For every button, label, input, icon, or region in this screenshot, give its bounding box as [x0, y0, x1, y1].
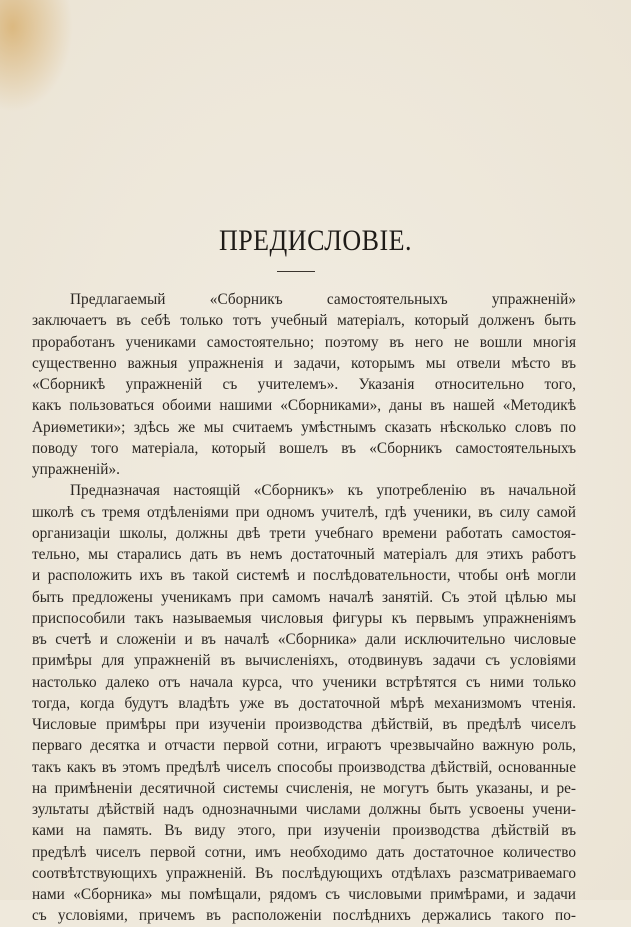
text-line: быть предложены ученикамъ при самомъ началѣ занятій. Съ этой цѣлью мы	[32, 588, 576, 606]
text-line: «Сборникѣ упражненій съ учителемъ». Указанія относительно того,	[32, 376, 576, 393]
text-line: нами «Сборника» мы помѣщали, рядомъ съ числовыми примѣрами, и задачи	[32, 886, 576, 903]
text-line: Ариѳметики»; здѣсь же мы считаемъ умѣстнымъ сказать нѣсколько словъ по	[32, 418, 576, 436]
text-line: проработанъ учениками самостоятельно; поэтому въ него не вошли многія	[32, 333, 576, 351]
text-line: на примѣненіи десятичной системы счисленія, не могутъ быть указаны, и ре-	[32, 779, 576, 797]
text-line: Предлагаемый «Сборникъ самостоятельныхъ упражненій»	[70, 291, 576, 308]
text-line: поводу того матеріала, который вошелъ въ «Сборникъ самостоятельныхъ	[32, 439, 576, 457]
text-line: приспособили такъ называемыя числовыя фигуры къ первымъ упражненіямъ	[32, 609, 576, 627]
text-line: Числовые примѣры при изученіи производства дѣйствій, въ предѣлѣ чиселъ	[32, 716, 576, 733]
text-line: перваго десятка и отчасти первой сотни, играютъ чрезвычайно важную роль,	[32, 737, 576, 755]
text-line: настолько далеко отъ начала курса, что ученики встрѣтятся съ ними только	[32, 673, 576, 691]
title-divider	[277, 271, 315, 272]
text-line: Предназначая настоящій «Сборникъ» къ употребленію въ начальной	[70, 482, 576, 500]
text-line: организаціи школы, должны двѣ трети учебнаго времени работать самостоя-	[32, 524, 576, 542]
page-title: ПРЕДИСЛОВІЕ.	[218, 223, 413, 258]
text-line: въ счетѣ и сложеніи и въ началѣ «Сборника» дали исключительно числовые	[32, 631, 576, 648]
text-line: упражненій».	[32, 461, 120, 478]
text-line: какъ пользоваться обоими нашими «Сборниками», даны въ нашей «Методикѣ	[32, 397, 576, 415]
text-line: и расположить ихъ въ такой системѣ и послѣдовательности, чтобы онѣ могли	[32, 567, 576, 585]
text-line: соотвѣтствующихъ упражненій. Въ послѣдующихъ отдѣлахъ разсматриваемаго	[32, 864, 576, 882]
text-line: тогда, когда будутъ владѣть уже въ достаточной мѣрѣ механизмомъ чтенія.	[32, 694, 576, 712]
text-line: предѣлѣ чиселъ первой сотни, имъ необходимо дать достаточное количество	[32, 843, 576, 861]
text-line: зультаты дѣйствій надъ однозначными числами должны быть усвоены учени-	[32, 801, 576, 818]
text-line: заключаетъ въ себѣ только тотъ учебный матеріалъ, который долженъ быть	[32, 312, 576, 330]
text-line: тельно, мы старались дать въ немъ достаточный матеріалъ для этихъ работъ	[32, 546, 576, 563]
text-line: примѣры для упражненій въ вычисленіяхъ, отодвинувъ задачи съ условіями	[32, 652, 576, 670]
preface-body	[32, 289, 576, 927]
text-line: такъ какъ въ этомъ предѣлѣ чиселъ способы производства дѣйствій, основанные	[32, 758, 576, 776]
text-line: существенно важныя упражненія и задачи, которымъ мы отвели мѣсто въ	[32, 354, 576, 372]
text-line: съ условіями, причемъ въ расположеніи послѣднихъ держались такого по-	[32, 907, 576, 925]
text-line: школѣ съ тремя отдѣленіями при одномъ учителѣ, гдѣ ученики, въ силу самой	[32, 503, 576, 521]
text-line: ками на память. Въ виду этого, при изученіи производства дѣйствій въ	[32, 822, 576, 840]
